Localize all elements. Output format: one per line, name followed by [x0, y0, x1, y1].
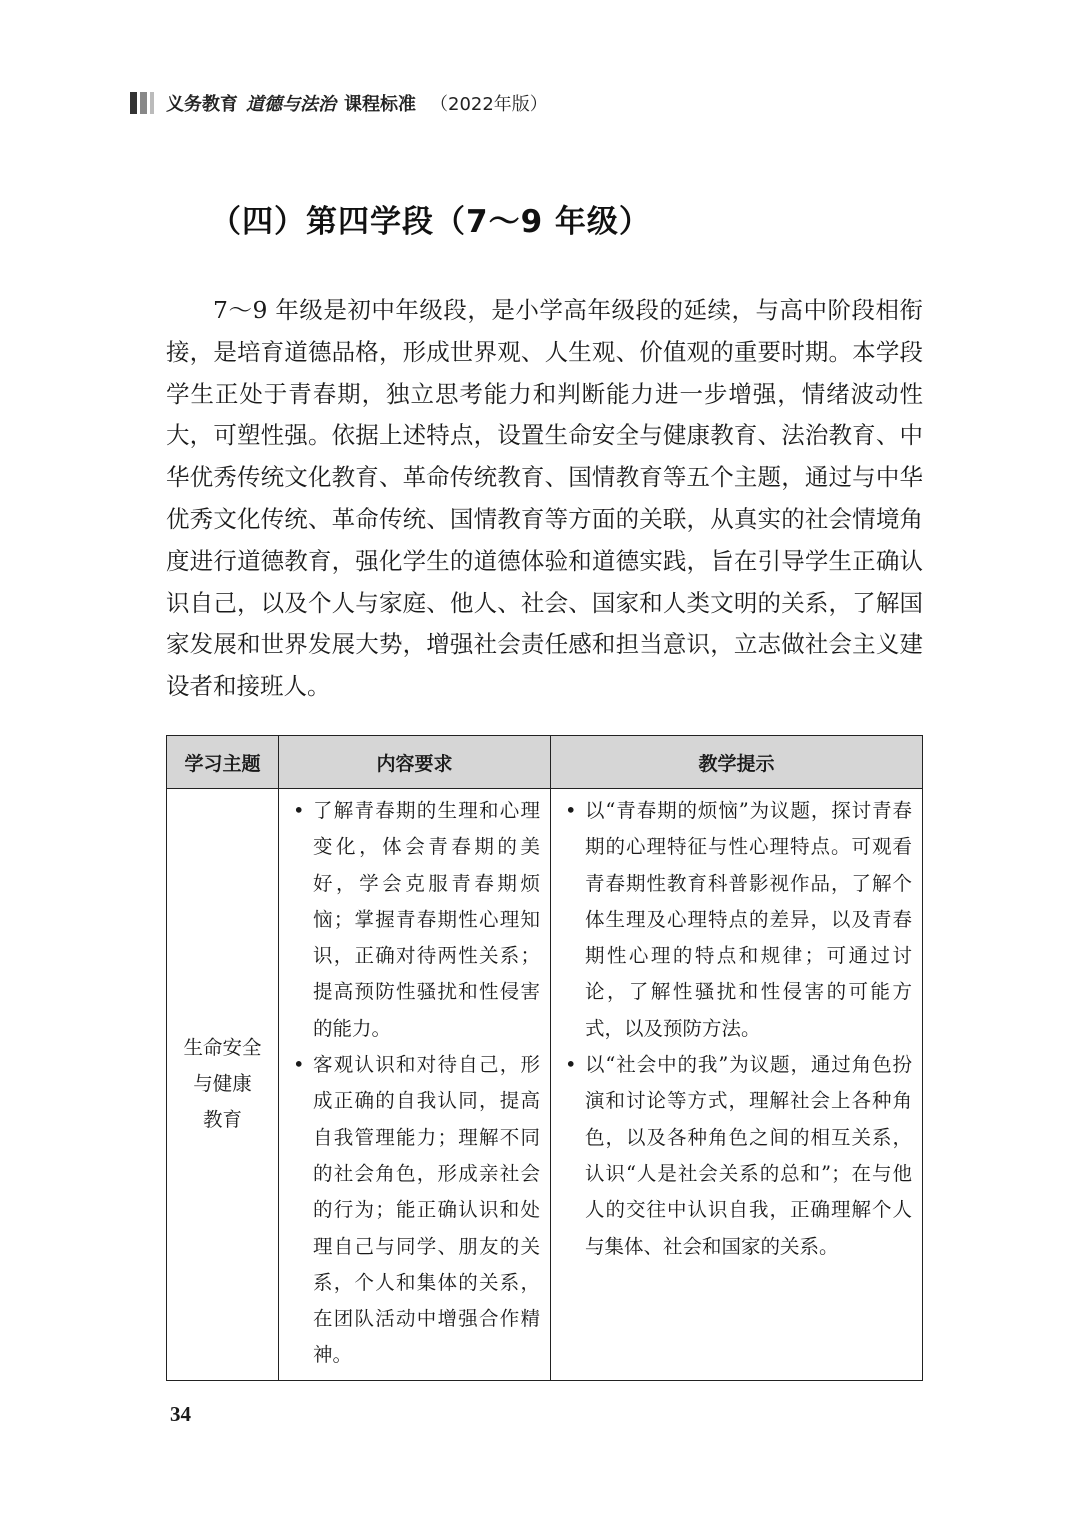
running-header: [130, 90, 548, 116]
theme-line: 生命安全: [183, 1036, 262, 1060]
tips-cell: [551, 789, 923, 1381]
header-theme: 学习主题: [167, 736, 279, 789]
content-cell: [279, 789, 551, 1381]
table-row: [167, 789, 923, 1381]
topic-table: [166, 735, 923, 1381]
content-item: • 客观认识和对待自己，形成正确的自我认同，提高自我管理能力；理解不同的社会角色，形成亲社会的行为；能正确认识和处理自己与同学、朋友的关系，个人和集体的关系，在团队活动中增强合作精神。: [291, 1047, 540, 1374]
header-subject: 道德与法治: [246, 94, 336, 115]
header-edition: （2022年版）: [430, 94, 548, 115]
theme-line: 教育: [202, 1108, 242, 1132]
header-bars-icon: [130, 92, 154, 114]
section-title: （四）第四学段（7～9 年级）: [210, 204, 651, 240]
tips-list: [551, 789, 922, 1271]
table-header-row: [167, 736, 923, 789]
header-series: 义务教育: [166, 94, 238, 115]
tips-item: • 以“社会中的我”为议题，通过角色扮演和讨论等方式，理解社会上各种角色，以及各种角色之间的相互关系，认识“人是社会关系的总和”；在与他人的交往中认识自我，正确理解个人与集体、社会和国家的关系。: [563, 1047, 912, 1265]
header-doc: 课程标准: [344, 94, 416, 115]
page-number: 34: [170, 1402, 191, 1426]
theme-line: 与健康: [193, 1072, 252, 1096]
theme-cell: [167, 789, 279, 1381]
tips-item: • 以“青春期的烦恼”为议题，探讨青春期的心理特征与性心理特点。可观看青春期性教育科普影视作品，了解个体生理及心理特点的差异，以及青春期性心理的特点和规律；可通过讨论，了解性骚扰和性侵害的可能方式，以及预防方法。: [563, 793, 912, 1047]
content-list: [279, 789, 550, 1380]
intro-paragraph: 7～9 年级是初中年级段，是小学高年级段的延续，与高中阶段相衔接，是培育道德品格，形成世界观、人生观、价值观的重要时期。本学段学生正处于青春期，独立思考能力和判断能力进一步增强，情绪波动性大，可塑性强。依据上述特点，设置生命安全与健康教育、法治教育、中华优秀传统文化教育、革命传统教育、国情教育等五个主题，通过与中华优秀文化传统、革命传统、国情教育等方面的关联，从真实的社会情境角度进行道德教育，强化学生的道德体验和道德实践，旨在引导学生正确认识自己，以及个人与家庭、他人、社会、国家和人类文明的关系，了解国家发展和世界发展大势，增强社会责任感和担当意识，立志做社会主义建设者和接班人。: [166, 296, 923, 701]
content-item: • 了解青春期的生理和心理变化，体会青春期的美好，学会克服青春期烦恼；掌握青春期性心理知识，正确对待两性关系；提高预防性骚扰和性侵害的能力。: [291, 793, 540, 1047]
header-tips: 教学提示: [551, 736, 923, 789]
header-content: 内容要求: [279, 736, 551, 789]
